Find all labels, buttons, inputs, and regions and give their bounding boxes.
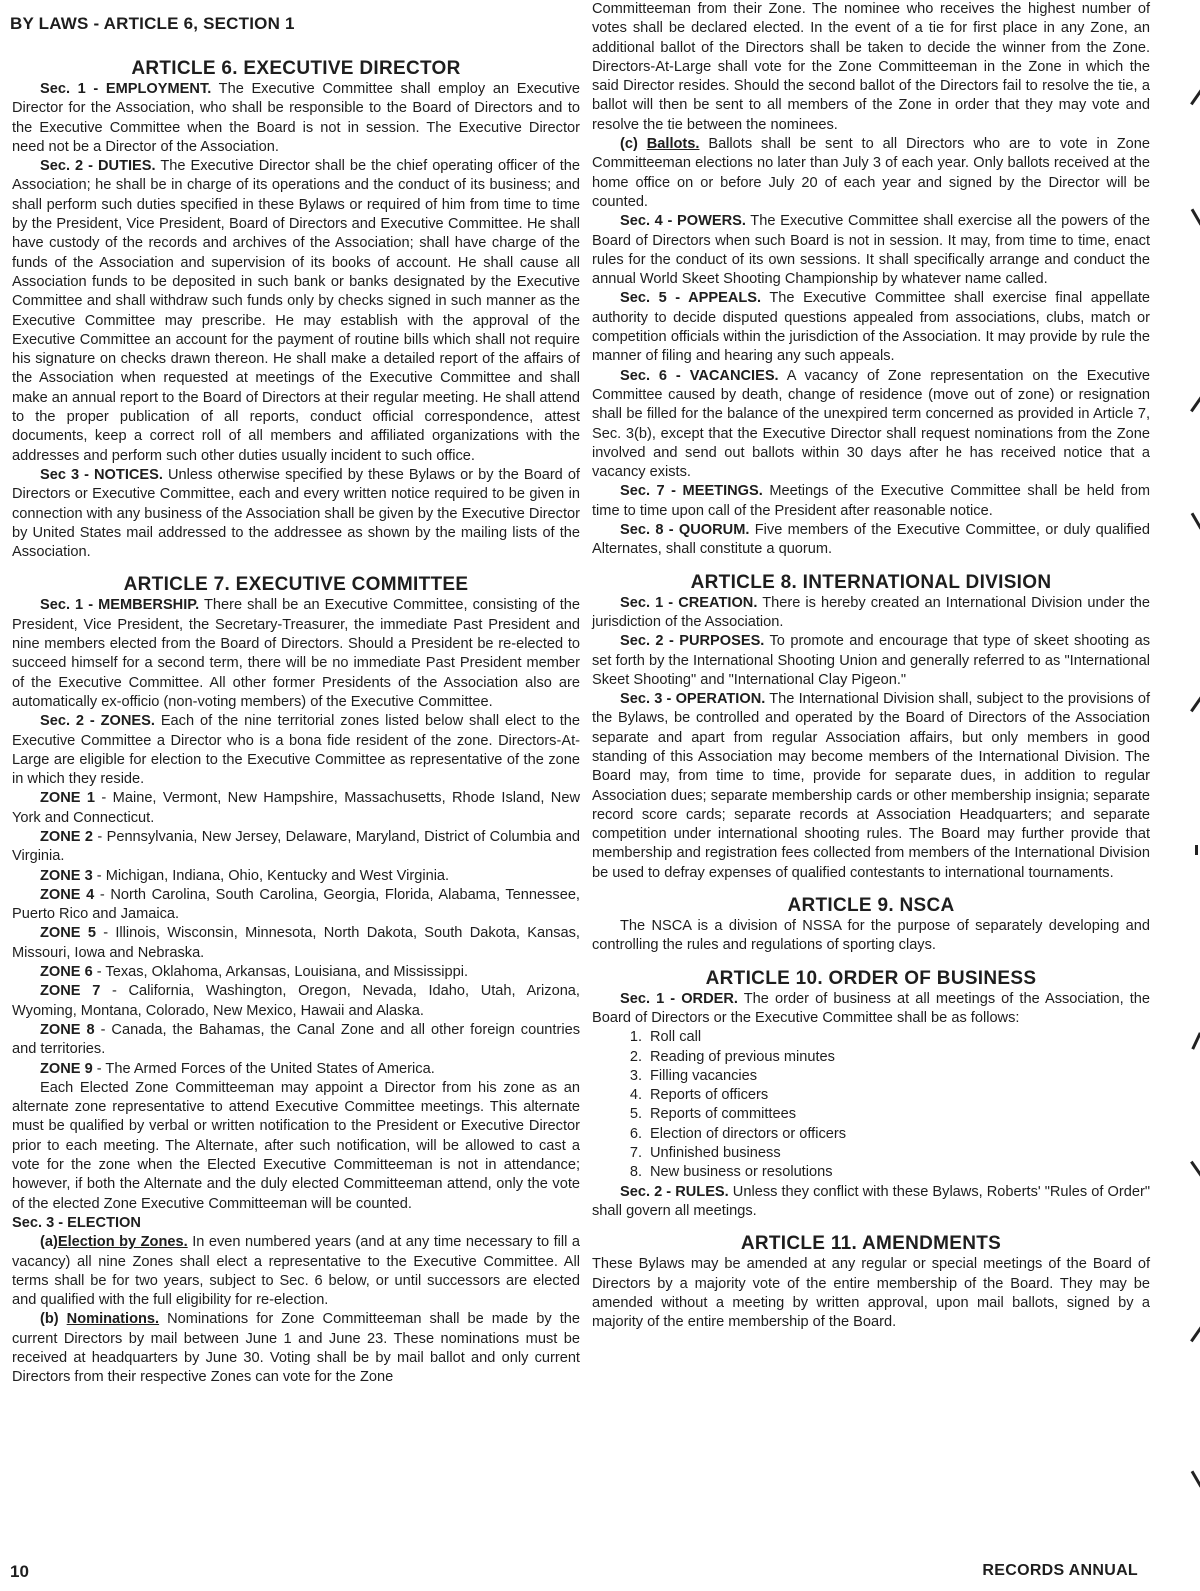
list-number: 6. xyxy=(629,1125,642,1142)
zone-text: - Maine, Vermont, New Hampshire, Massachusetts, Rhode Island, New York and Connecticut. xyxy=(12,790,580,826)
list-number: 7. xyxy=(629,1145,642,1162)
section-heading: Sec. 7 - MEETINGS. xyxy=(620,483,763,500)
list-number: 2. xyxy=(629,1048,642,1065)
margin-mark xyxy=(1190,396,1200,412)
section-text: A vacancy of Zone representation on the Executive Committee caused by death, change of residence (move out of zone) or resignation shall be filled for the balance of the unexpired term concerned as provided in Article 7, Sec. 3(b), except that the Executive Director shall request nominations from the Zone involved and send out ballots within 30 days after he has received notice that a vacancy exists. xyxy=(592,367,1150,481)
section-heading: Sec. 2 - ZONES. xyxy=(40,713,155,730)
list-text: Filling vacancies xyxy=(650,1067,758,1084)
section-heading: Sec. 1 - EMPLOYMENT. xyxy=(40,81,212,97)
zone-text: - Texas, Oklahoma, Arkansas, Louisiana, and Mississippi. xyxy=(92,964,469,981)
art7-sec3b xyxy=(12,1310,580,1387)
zone-text: - Canada, the Bahamas, the Canal Zone and all other foreign countries and territories. xyxy=(12,1021,580,1058)
section-text: Ballots shall be sent to all Directors who are to vote in Zone Committeeman elections no later than July 3 of each year. Only ballots received at the home office on or before July 20 of each year and signed by the Director will be counted. xyxy=(592,136,1150,210)
margin-mark xyxy=(1190,1326,1200,1342)
section-heading: Sec. 2 - PURPOSES. xyxy=(620,633,765,650)
zone-label: ZONE 5 xyxy=(40,925,96,942)
margin-mark xyxy=(1190,1161,1200,1177)
section-text: The Executive Committee shall exercise final appellate authority to decide disputed questions appealed from associations, clubs, match or competition officials within the jurisdiction of the Association. It may provide by rule the manner of filing and hearing any such appeals. xyxy=(592,290,1150,365)
zone-item xyxy=(12,828,580,867)
art10-sec1 xyxy=(592,990,1150,1029)
list-text: New business or resolutions xyxy=(650,1164,833,1181)
section-text: In even numbered years (and at any time necessary to fill a vacancy) all nine Zones shall elect a representative to the Executive Committee. All terms shall be for two years, subject to Sec. 6 below, or until successors are elected and qualified with the full eligibility for re-election. xyxy=(12,1234,581,1309)
art8-sec1 xyxy=(592,594,1150,633)
subsection-title: Nominations. xyxy=(66,1311,160,1328)
art9-text: The NSCA is a division of NSSA for the purpose of separately developing and controlling the rules and regulations of sporting clays. xyxy=(592,918,1150,954)
article-10-title: ARTICLE 10. ORDER OF BUSINESS xyxy=(705,967,1037,989)
list-text: Roll call xyxy=(650,1029,702,1046)
zone-label: ZONE 9 xyxy=(40,1060,93,1077)
zone-label: ZONE 6 xyxy=(40,964,93,981)
zone-text: - North Carolina, South Carolina, Georgia, Florida, Alabama, Tennessee, Puerto Rico and Jamaica. xyxy=(12,886,580,923)
art7-sec6 xyxy=(592,367,1150,483)
section-heading: Sec. 1 - CREATION. xyxy=(620,594,758,611)
list-item xyxy=(620,1048,1150,1067)
art7-sec7 xyxy=(592,482,1150,521)
art7-sec3-heading: Sec. 3 - ELECTION xyxy=(12,1214,141,1231)
zone-text: - Illinois, Wisconsin, Minnesota, North Dakota, South Dakota, Kansas, Missouri, Iowa and Nebraska. xyxy=(12,925,580,961)
zone-label: ZONE 7 xyxy=(40,983,101,1000)
subsection-label: (a) xyxy=(40,1234,58,1251)
list-item xyxy=(620,1105,1150,1124)
section-text: The Executive Committee shall exercise all the powers of the Board of Directors when such Board is not in session. It may, from time to time, enact rules for the conduct of its own sessions. It shall specifically arrange and conduct the annual World Skeet Shooting Championship by whatever name called. xyxy=(592,213,1150,288)
section-text: Each of the nine territorial zones listed below shall elect to the Executive Committee a Director who is a bona fide resident of the zone. Directors-At-Large are eligible for election to the Executive Committee as representative of the zone in which they reside. xyxy=(12,713,580,788)
section-heading: Sec. 5 - APPEALS. xyxy=(620,290,762,307)
list-text: Unfinished business xyxy=(650,1145,781,1162)
article-8-title: ARTICLE 8. INTERNATIONAL DIVISION xyxy=(690,571,1052,593)
subsection-title: Ballots. xyxy=(646,136,700,153)
zone-label: ZONE 2 xyxy=(40,828,94,845)
section-heading: Sec. 4 - POWERS. xyxy=(620,213,746,230)
section-text: There is hereby created an International Division under the jurisdiction of the Association. xyxy=(592,594,1151,630)
art11-text: These Bylaws may be amended at any regular or special meetings of the Board of Directors by a majority vote of the entire membership of the Board. They may be amended without a meeting by written approval, upon mail ballots, signed by a majority of the entire membership of the Board. xyxy=(592,1256,1150,1331)
margin-mark xyxy=(1191,1470,1200,1487)
running-header: BY LAWS - ARTICLE 6, SECTION 1 xyxy=(10,14,295,33)
art7-sec3a xyxy=(12,1233,580,1310)
zone-label: ZONE 8 xyxy=(40,1021,95,1038)
order-of-business-list xyxy=(592,1028,1150,1182)
left-column xyxy=(12,58,580,1388)
section-text: There shall be an Executive Committee, consisting of the President, Vice President, the Secretary-Treasurer, the immediate Past President and nine members elected from the Board of Directors. Should a President be re-elected to succeed himself for a second term, there will be no immediate Past President member of the Executive Committee. All other former Presidents of the Association also are automatically ex-officio (non-voting members) of the Executive Committee. xyxy=(12,597,581,710)
margin-mark xyxy=(1190,89,1200,105)
zone-item xyxy=(12,982,580,1021)
art7-sec8 xyxy=(592,521,1150,560)
section-text: To promote and encourage that type of skeet shooting as set forth by the International Shooting Union and generally referred to as "International Skeet Shooting" and "International Clay Pigeon." xyxy=(592,633,1150,688)
list-item xyxy=(620,1028,1150,1047)
zone-item xyxy=(12,867,580,886)
zone-item xyxy=(12,789,580,828)
section-heading: Sec. 2 - DUTIES. xyxy=(40,158,156,175)
section-heading: Sec. 2 - RULES. xyxy=(620,1183,729,1200)
article-7-title: ARTICLE 7. EXECUTIVE COMMITTEE xyxy=(123,574,469,596)
list-item xyxy=(620,1125,1150,1144)
list-text: Election of directors or officers xyxy=(650,1125,847,1142)
list-number: 1. xyxy=(629,1029,642,1046)
list-text: Reports of committees xyxy=(650,1106,796,1123)
zone-item xyxy=(12,1060,580,1079)
list-number: 8. xyxy=(629,1164,642,1181)
section-text: Meetings of the Executive Committee shall be held from time to time upon call of the President after reasonable notice. xyxy=(592,483,1151,519)
section-heading: Sec 3 - NOTICES. xyxy=(40,466,163,483)
list-item xyxy=(620,1086,1150,1105)
margin-mark xyxy=(1191,208,1200,225)
article-6-title: ARTICLE 6. EXECUTIVE DIRECTOR xyxy=(131,58,461,79)
list-item xyxy=(620,1144,1150,1163)
zone-label: ZONE 3 xyxy=(40,867,93,884)
section-heading: Sec. 6 - VACANCIES. xyxy=(620,367,779,384)
section-text: Five members of the Executive Committee, or duly qualified Alternates, shall constitute a quorum. xyxy=(592,522,1150,558)
right-column xyxy=(592,0,1150,1332)
art8-sec2 xyxy=(592,632,1150,690)
section-heading: Sec. 8 - QUORUM. xyxy=(620,522,750,539)
zone-item xyxy=(12,924,580,963)
margin-mark xyxy=(1195,845,1198,855)
list-number: 3. xyxy=(629,1067,642,1084)
page-number: 10 xyxy=(10,1562,29,1581)
zone-item xyxy=(12,1021,580,1060)
art7-sec2 xyxy=(12,712,580,789)
section-text: Unless otherwise specified by these Bylaws or by the Board of Directors or Executive Committee, each and every written notice required to be given in connection with any business of the Association shall be given by the Executive Director by United States mail addressed to the addressee as shown by the mailing lists of the Association. xyxy=(12,466,580,561)
art7-sec1 xyxy=(12,596,580,712)
art7-sec4 xyxy=(592,212,1150,289)
art6-sec2 xyxy=(12,157,580,466)
art6-sec1 xyxy=(12,80,580,157)
art7-sec5 xyxy=(592,289,1150,366)
article-11-title: ARTICLE 11. AMENDMENTS xyxy=(740,1233,1002,1255)
margin-mark xyxy=(1191,1032,1200,1050)
art7-sec3c xyxy=(592,135,1150,212)
art10-sec2 xyxy=(592,1183,1150,1222)
margin-mark xyxy=(1190,696,1200,712)
zone-item xyxy=(12,886,580,925)
art7-sec3b-continued: Committeeman from their Zone. The nominee who receives the highest number of votes shall be declared elected. In the event of a tie for first place in any Zone, an additional ballot of the Directors shall be taken to decide the winner from the Zone. Directors-At-Large shall vote for the Zone Committeeman in the Zone in which the said Director resides. Should the second ballot of the Directors fail to resolve the tie, a ballot will then be sent to all members of the Zone in order that they may vote and resolve the tie between the nominees. xyxy=(592,1,1150,133)
section-text: The Executive Committee shall employ an Executive Director for the Association, who shall be responsible to the Board of Directors and to the Executive Committee when the Board is not in session. The Executive Director need not be a Director of the Association. xyxy=(12,81,580,155)
zone-text: - Michigan, Indiana, Ohio, Kentucky and West Virginia. xyxy=(92,867,450,884)
section-text: Nominations for Zone Committeeman shall be made by the current Directors by mail between June 1 and June 23. These nominations must be received at headquarters by June 30. Voting shall be by mail ballot and only current Directors from their respective Zones can vote for the Zone xyxy=(12,1311,580,1386)
list-number: 5. xyxy=(629,1106,642,1123)
section-text: The Executive Director shall be the chief operating officer of the Association; he shall be in charge of its operations and the conduct of its business; and shall perform such duties specified in these Bylaws or required of him from time to time by the President, Vice President, Board of Directors and Executive Committee. He shall have custody of the records and archives of the Association; shall have charge of the funds of the Association and supervision of its books of account. He shall cause all Association funds to be deposited in such bank or banks designated by the Executive Committee and shall withdraw such funds only by checks signed in such manner as the Executive Committee may prescribe. He may establish with the approval of the Executive Committee an account for the payment of routine bills which shall not require his signature on checks drawn thereon. He shall make a detailed report of the affairs of the Association when requested at meetings of the Executive Committee and shall make an annual report to the Board of Directors at their regular meeting. He shall attend to the proper publication of all reports, conduct official correspondence, attest documents, keep a correct roll of all members and affiliated organizations with the addresses and perform such other duties usually incident to such office. xyxy=(12,158,580,464)
section-text: Unless they conflict with these Bylaws, Roberts' "Rules of Order" shall govern all meetings. xyxy=(592,1183,1151,1219)
subsection-label: (b) xyxy=(40,1311,59,1328)
zone-text: - California, Washington, Oregon, Nevada, Idaho, Utah, Arizona, Wyoming, Montana, Colorado, New Mexico, Hawaii and Alaska. xyxy=(12,983,580,1019)
zone-text: - The Armed Forces of the United States of America. xyxy=(92,1060,435,1077)
art6-sec3 xyxy=(12,466,580,562)
section-heading: Sec. 3 - OPERATION. xyxy=(620,691,766,708)
list-item xyxy=(620,1163,1150,1182)
list-text: Reading of previous minutes xyxy=(650,1048,835,1065)
art8-sec3 xyxy=(592,690,1150,883)
section-heading: Sec. 1 - MEMBERSHIP. xyxy=(40,597,200,614)
section-text: The order of business at all meetings of the Association, the Board of Directors or the Executive Committee shall be as follows: xyxy=(592,990,1150,1026)
publication-name: RECORDS ANNUAL xyxy=(982,1562,1138,1579)
zone-item xyxy=(12,963,580,982)
section-heading: Sec. 1 - ORDER. xyxy=(620,990,738,1007)
subsection-label: (c) xyxy=(620,136,638,153)
zone-label: ZONE 4 xyxy=(40,886,95,903)
alternate-paragraph: Each Elected Zone Committeeman may appoint a Director from his zone as an alternate zone representative to attend Executive Committee meetings. This alternate must be qualified by verbal or written notification to the President or Executive Director prior to each meeting. The Alternate, after such notification, will be allowed to cast a vote for the zone when the Elected Executive Committeeman is not in attendance; however, if both the Alternate and the duly elected Committeeman attend, only the vote of the elected Zone Executive Committeeman will be counted. xyxy=(12,1079,580,1212)
list-number: 4. xyxy=(629,1087,642,1104)
article-9-title: ARTICLE 9. NSCA xyxy=(787,895,955,917)
zone-text: - Pennsylvania, New Jersey, Delaware, Maryland, District of Columbia and Virginia. xyxy=(12,828,580,865)
margin-mark xyxy=(1191,512,1200,529)
list-text: Reports of officers xyxy=(650,1087,769,1104)
zone-label: ZONE 1 xyxy=(40,790,96,807)
list-item xyxy=(620,1067,1150,1086)
subsection-title: Election by Zones. xyxy=(57,1234,188,1251)
section-text: The International Division shall, subject to the provisions of the Bylaws, be controlled and operated by the Board of Directors of the Association separate and apart from regular Association affairs, but only members in good standing of this Association may become members of the International Division. The Board may, from time to time, provide for separate dues, in addition to regular Association dues; separate membership cards or other membership insignia; separate record score cards; separate records at Association Headquarters; and separate competition under international shooting rules. The Board may further provide that membership and registration fees collected from members of the International Division be used to defray expenses of qualified contestants to international tournaments. xyxy=(592,691,1150,881)
